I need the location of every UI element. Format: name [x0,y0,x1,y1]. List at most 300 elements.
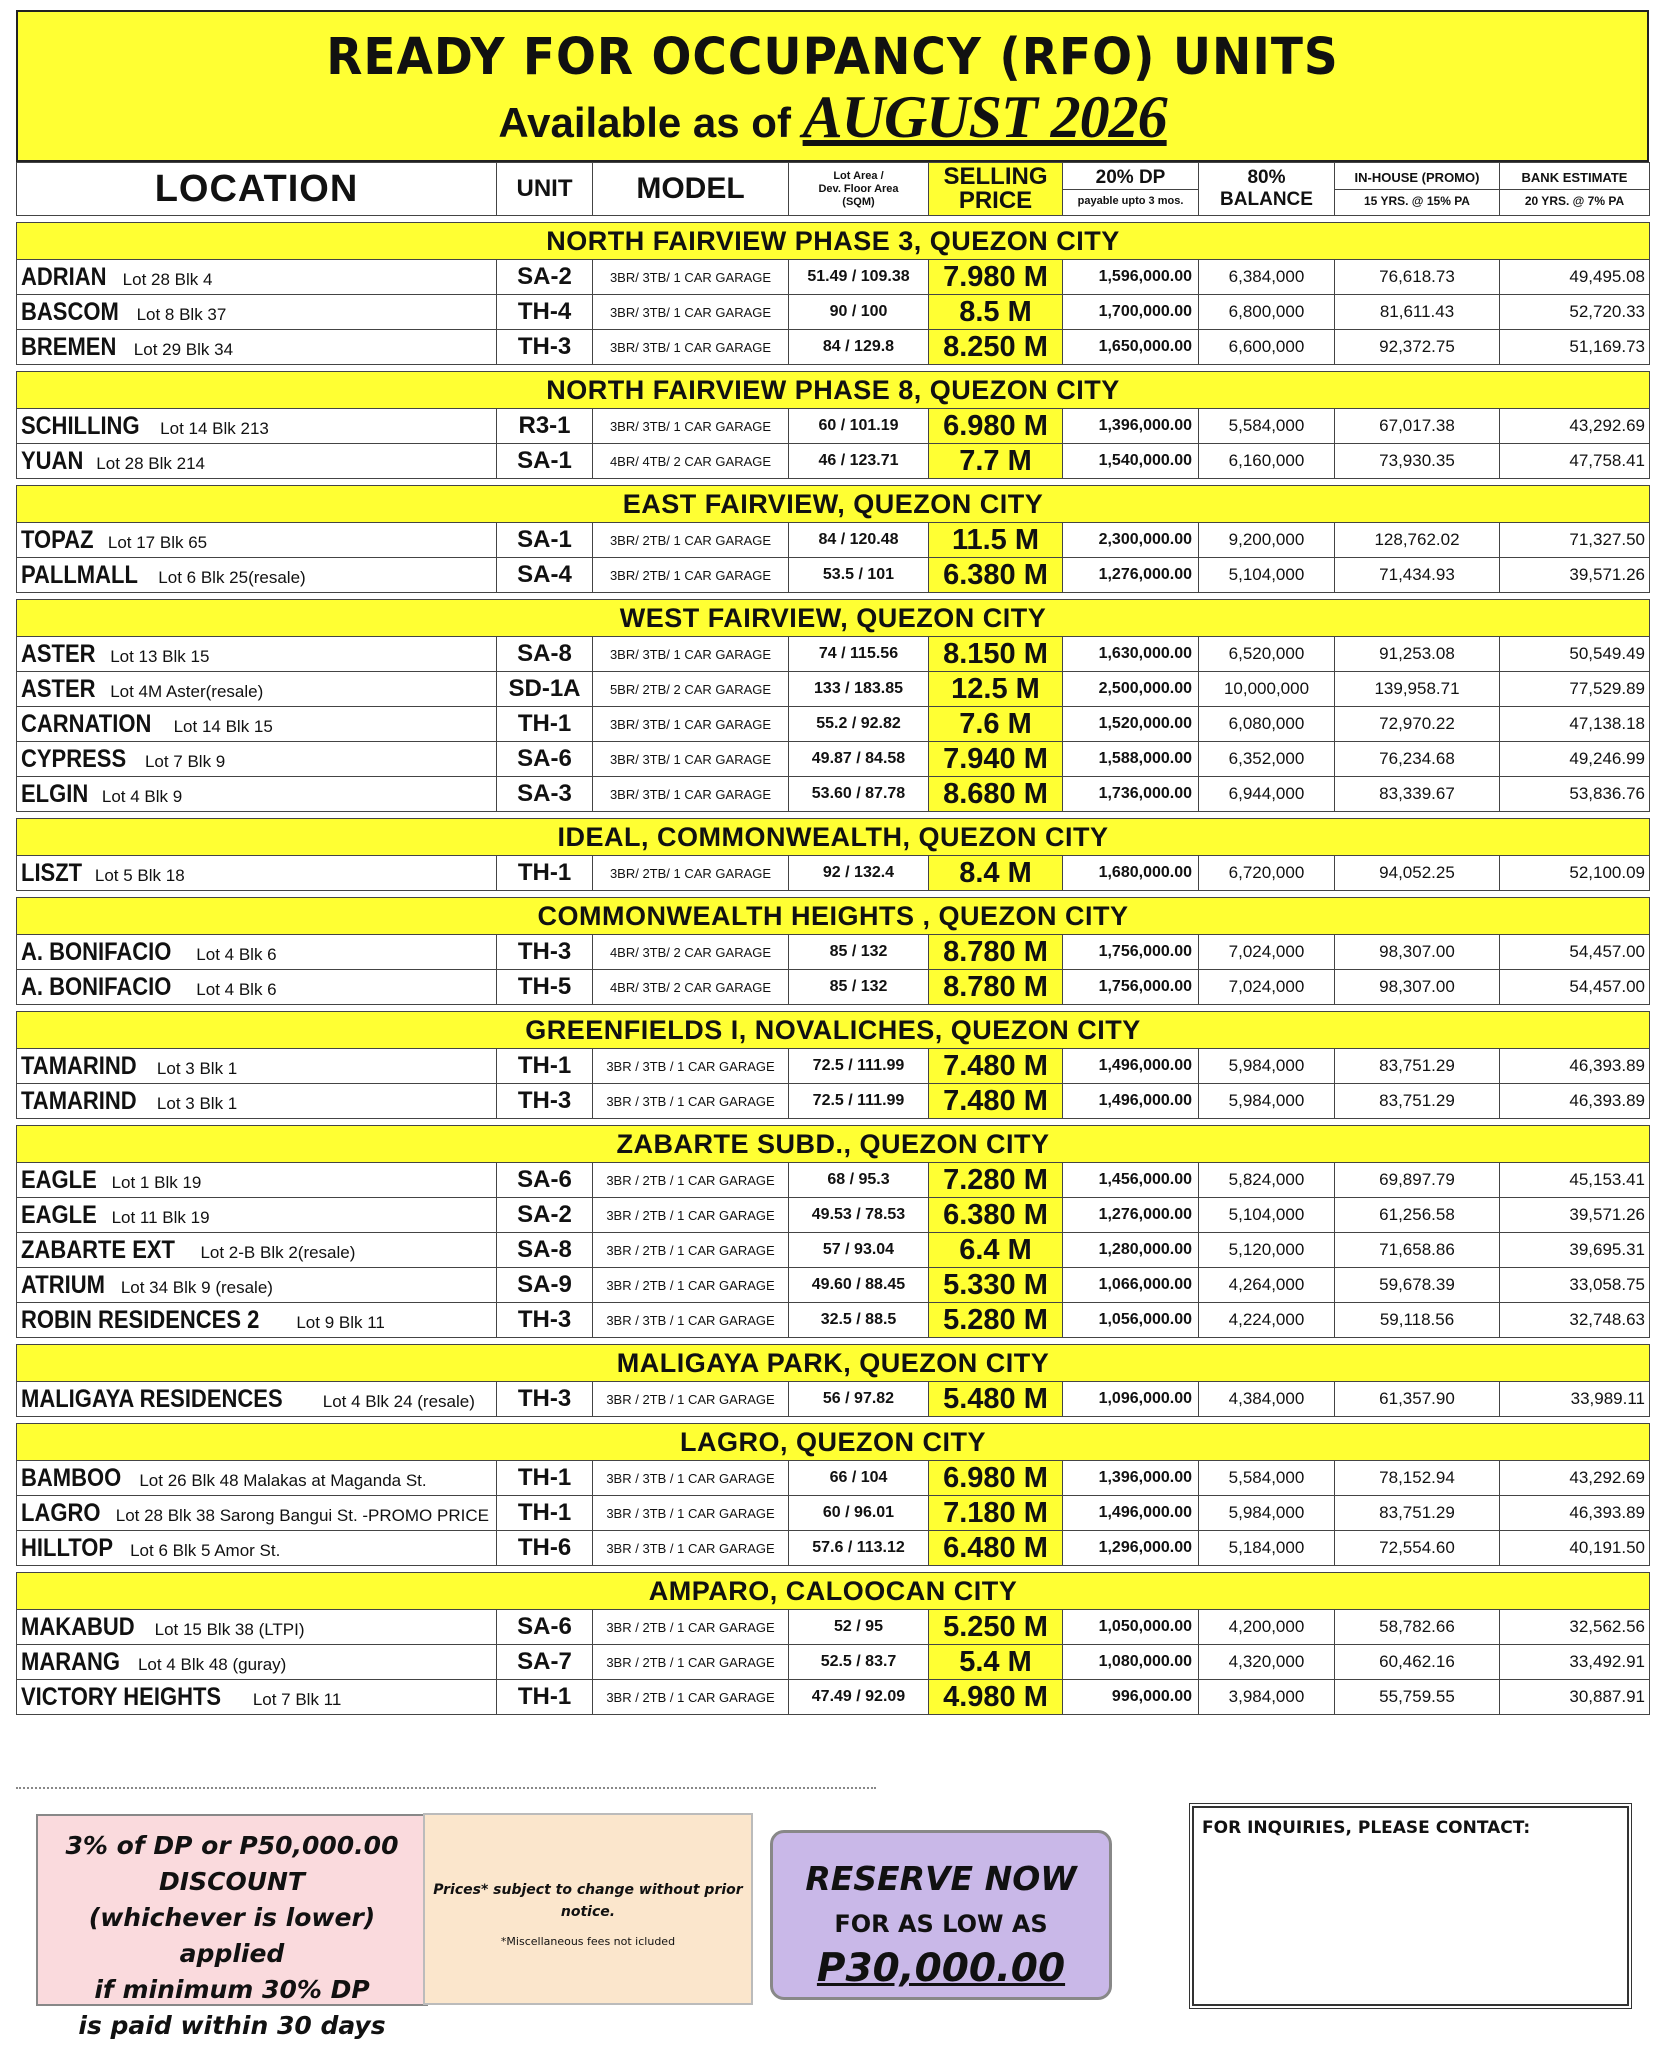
table-row [17,1233,1650,1268]
header-inhouse-line1: IN-HOUSE (PROMO) [1335,167,1499,190]
bank-estimate-cell: 46,393.89 [1500,1496,1650,1531]
downpayment-cell: 1,096,000.00 [1063,1382,1199,1417]
table-row [17,1084,1650,1119]
section-spacer-cell [17,1417,1650,1424]
lot-block: Lot 5 Blk 18 [94,865,185,885]
unit-cell: TH-5 [497,970,593,1005]
lot-area-cell: 72.5 / 111.99 [789,1084,929,1119]
location-cell [17,444,497,479]
balance-cell: 6,160,000 [1199,444,1335,479]
unit-cell: TH-3 [497,935,593,970]
section-spacer-cell [17,891,1650,898]
unit-cell: SA-6 [497,1163,593,1198]
bank-estimate-cell: 71,327.50 [1500,523,1650,558]
header-dp-line1: 20% DP [1063,167,1198,190]
downpayment-cell: 1,630,000.00 [1063,637,1199,672]
model-name: ASTER [21,639,96,668]
selling-price-cell: 6.980 M [929,1461,1063,1496]
lot-block: Lot 17 Blk 65 [107,532,208,552]
model-cell: 3BR/ 2TB/ 1 CAR GARAGE [593,558,789,593]
bank-estimate-cell: 39,695.31 [1500,1233,1650,1268]
balance-cell: 5,824,000 [1199,1163,1335,1198]
model-name: MARANG [21,1647,120,1676]
selling-price-cell: 6.4 M [929,1233,1063,1268]
location-cell [17,1496,497,1531]
reserve-amount: P30,000.00 [816,1946,1066,1991]
table-row [17,260,1650,295]
lot-block: Lot 1 Blk 19 [111,1172,202,1192]
balance-cell: 6,384,000 [1199,260,1335,295]
model-cell: 3BR / 2TB / 1 CAR GARAGE [593,1268,789,1303]
inhouse-cell: 72,970.22 [1335,707,1500,742]
table-row [17,935,1650,970]
section-title: NORTH FAIRVIEW PHASE 8, QUEZON CITY [17,372,1650,409]
model-cell: 3BR/ 3TB/ 1 CAR GARAGE [593,260,789,295]
model-name: ELGIN [21,779,89,808]
balance-cell: 4,264,000 [1199,1268,1335,1303]
inhouse-cell: 73,930.35 [1335,444,1500,479]
downpayment-cell: 996,000.00 [1063,1680,1199,1715]
table-row [17,444,1650,479]
promo-line-3: (whichever is lower) applied [88,1903,376,1968]
unit-cell: SA-2 [497,260,593,295]
downpayment-cell: 1,700,000.00 [1063,295,1199,330]
price-change-note: Prices* subject to change without prior notice. [433,1882,743,1920]
table-row [17,330,1650,365]
bank-estimate-cell: 32,562.56 [1500,1610,1650,1645]
header-lot-area-line1: Lot Area / [833,169,884,182]
model-name: TAMARIND [21,1051,137,1080]
table-row [17,1645,1650,1680]
table-row [17,1303,1650,1338]
lot-block: Lot 7 Blk 9 [144,751,226,771]
bank-estimate-cell: 32,748.63 [1500,1303,1650,1338]
section-header [17,372,1650,409]
selling-price-cell: 8.150 M [929,637,1063,672]
selling-price-cell: 5.480 M [929,1382,1063,1417]
bank-estimate-cell: 47,758.41 [1500,444,1650,479]
balance-cell: 6,944,000 [1199,777,1335,812]
bank-estimate-cell: 53,836.76 [1500,777,1650,812]
section-header [17,1424,1650,1461]
inhouse-cell: 81,611.43 [1335,295,1500,330]
location-cell [17,1531,497,1566]
lot-area-cell: 46 / 123.71 [789,444,929,479]
section-spacer [17,593,1650,600]
model-name: HILLTOP [21,1533,114,1562]
balance-cell: 5,104,000 [1199,558,1335,593]
model-name: CYPRESS [21,744,127,773]
lot-area-cell: 74 / 115.56 [789,637,929,672]
lot-area-cell: 57 / 93.04 [789,1233,929,1268]
section-header [17,1345,1650,1382]
balance-cell: 3,984,000 [1199,1680,1335,1715]
header-inhouse [1335,163,1500,216]
lot-block: Lot 6 Blk 5 Amor St. [130,1540,281,1560]
lot-block: Lot 28 Blk 4 [122,269,213,289]
lot-area-cell: 49.53 / 78.53 [789,1198,929,1233]
inhouse-cell: 55,759.55 [1335,1680,1500,1715]
page-title: READY FOR OCCUPANCY (RFO) UNITS [326,27,1339,87]
model-name: BASCOM [21,297,119,326]
model-cell: 3BR/ 3TB/ 1 CAR GARAGE [593,409,789,444]
selling-price-cell: 8.780 M [929,970,1063,1005]
lot-block: Lot 7 Blk 11 [252,1689,342,1709]
balance-cell: 7,024,000 [1199,935,1335,970]
section-spacer-cell [17,479,1650,486]
inhouse-cell: 60,462.16 [1335,1645,1500,1680]
model-cell: 3BR / 2TB / 1 CAR GARAGE [593,1382,789,1417]
downpayment-cell: 2,500,000.00 [1063,672,1199,707]
unit-cell: SA-3 [497,777,593,812]
balance-cell: 6,720,000 [1199,856,1335,891]
balance-cell: 4,200,000 [1199,1610,1335,1645]
lot-block: Lot 4M Aster(resale) [110,681,264,701]
selling-price-cell: 6.380 M [929,558,1063,593]
balance-cell: 6,520,000 [1199,637,1335,672]
section-spacer [17,1417,1650,1424]
selling-price-cell: 11.5 M [929,523,1063,558]
lot-area-cell: 55.2 / 92.82 [789,707,929,742]
selling-price-cell: 6.380 M [929,1198,1063,1233]
balance-cell: 5,184,000 [1199,1531,1335,1566]
downpayment-cell: 1,520,000.00 [1063,707,1199,742]
lot-area-cell: 84 / 129.8 [789,330,929,365]
location-cell [17,1303,497,1338]
lot-area-cell: 84 / 120.48 [789,523,929,558]
unit-cell: SD-1A [497,672,593,707]
lot-block: Lot 9 Blk 11 [296,1312,385,1332]
unit-cell: SA-8 [497,637,593,672]
model-cell: 3BR / 3TB / 1 CAR GARAGE [593,1303,789,1338]
downpayment-cell: 1,456,000.00 [1063,1163,1199,1198]
model-name: MAKABUD [21,1612,135,1641]
inhouse-cell: 139,958.71 [1335,672,1500,707]
lot-block: Lot 2-B Blk 2(resale) [200,1242,356,1262]
lot-block: Lot 28 Blk 214 [96,453,205,473]
model-name: YUAN [21,446,84,475]
unit-cell: SA-7 [497,1645,593,1680]
location-cell [17,1680,497,1715]
lot-area-cell: 68 / 95.3 [789,1163,929,1198]
unit-cell: TH-3 [497,1084,593,1119]
downpayment-cell: 1,736,000.00 [1063,777,1199,812]
section-title: COMMONWEALTH HEIGHTS , QUEZON CITY [17,898,1650,935]
model-name: ADRIAN [21,262,107,291]
selling-price-cell: 4.980 M [929,1680,1063,1715]
lot-block: Lot 26 Blk 48 Malakas at Maganda St. [139,1470,427,1490]
table-row [17,637,1650,672]
downpayment-cell: 1,680,000.00 [1063,856,1199,891]
selling-price-cell: 7.480 M [929,1049,1063,1084]
model-name: LISZT [21,858,83,887]
section-title: WEST FAIRVIEW, QUEZON CITY [17,600,1650,637]
balance-cell: 7,024,000 [1199,970,1335,1005]
bank-estimate-cell: 45,153.41 [1500,1163,1650,1198]
selling-price-cell: 8.5 M [929,295,1063,330]
table-row [17,707,1650,742]
lot-block: Lot 11 Blk 19 [111,1207,210,1227]
header-location: LOCATION [17,163,497,216]
table-row [17,1496,1650,1531]
unit-cell: SA-8 [497,1233,593,1268]
balance-cell: 6,080,000 [1199,707,1335,742]
model-name: MALIGAYA RESIDENCES [21,1384,283,1413]
bank-estimate-cell: 43,292.69 [1500,409,1650,444]
header-bal-line2: BALANCE [1220,189,1313,210]
selling-price-cell: 7.280 M [929,1163,1063,1198]
lot-block: Lot 8 Blk 37 [136,304,227,324]
section-header [17,223,1650,260]
model-name: EAGLE [21,1200,97,1229]
lot-area-cell: 47.49 / 92.09 [789,1680,929,1715]
balance-cell: 5,984,000 [1199,1084,1335,1119]
table-row [17,1610,1650,1645]
inhouse-cell: 91,253.08 [1335,637,1500,672]
lot-block: Lot 6 Blk 25(resale) [158,567,306,587]
balance-cell: 9,200,000 [1199,523,1335,558]
table-row [17,1382,1650,1417]
discount-promo-box [36,1814,428,2040]
location-cell [17,1049,497,1084]
location-cell [17,1233,497,1268]
lot-area-cell: 85 / 132 [789,970,929,1005]
lot-area-cell: 60 / 101.19 [789,409,929,444]
balance-cell: 5,120,000 [1199,1233,1335,1268]
downpayment-cell: 1,496,000.00 [1063,1084,1199,1119]
inhouse-cell: 76,234.68 [1335,742,1500,777]
table-row [17,1680,1650,1715]
selling-price-cell: 7.980 M [929,260,1063,295]
location-cell [17,1198,497,1233]
availability-prefix: Available as of [498,99,791,146]
table-row [17,1461,1650,1496]
downpayment-cell: 1,588,000.00 [1063,742,1199,777]
location-cell [17,409,497,444]
inhouse-cell: 69,897.79 [1335,1163,1500,1198]
location-cell [17,935,497,970]
inhouse-cell: 71,658.86 [1335,1233,1500,1268]
model-cell: 3BR / 2TB / 1 CAR GARAGE [593,1163,789,1198]
model-name: SCHILLING [21,411,140,440]
availability-line [18,82,1647,158]
header-inhouse-line2: 15 YRS. @ 15% PA [1364,193,1470,208]
bank-estimate-cell: 33,989.11 [1500,1382,1650,1417]
table-row [17,1268,1650,1303]
contact-box [1192,1806,1629,2006]
bank-estimate-cell: 77,529.89 [1500,672,1650,707]
downpayment-cell: 1,596,000.00 [1063,260,1199,295]
model-name: A. BONIFACIO [21,937,172,966]
location-cell [17,1268,497,1303]
unit-cell: TH-6 [497,1531,593,1566]
model-cell: 4BR/ 3TB/ 2 CAR GARAGE [593,935,789,970]
location-cell [17,1163,497,1198]
downpayment-cell: 1,496,000.00 [1063,1049,1199,1084]
lot-area-cell: 72.5 / 111.99 [789,1049,929,1084]
unit-cell: SA-1 [497,444,593,479]
unit-cell: TH-1 [497,707,593,742]
section-header [17,1126,1650,1163]
location-cell [17,707,497,742]
section-spacer-cell [17,216,1650,223]
section-title: EAST FAIRVIEW, QUEZON CITY [17,486,1650,523]
section-spacer [17,479,1650,486]
selling-price-cell: 6.980 M [929,409,1063,444]
model-cell: 3BR/ 3TB/ 1 CAR GARAGE [593,295,789,330]
section-title: LAGRO, QUEZON CITY [17,1424,1650,1461]
selling-price-cell: 12.5 M [929,672,1063,707]
section-spacer-cell [17,1005,1650,1012]
selling-price-cell: 7.940 M [929,742,1063,777]
downpayment-cell: 1,276,000.00 [1063,558,1199,593]
unit-cell: TH-3 [497,330,593,365]
bank-estimate-cell: 40,191.50 [1500,1531,1650,1566]
model-name: ASTER [21,674,96,703]
selling-price-cell: 5.280 M [929,1303,1063,1338]
model-cell: 3BR / 3TB / 1 CAR GARAGE [593,1049,789,1084]
selling-price-cell: 7.7 M [929,444,1063,479]
inhouse-cell: 61,256.58 [1335,1198,1500,1233]
header-lot-area-line2: Dev. Floor Area [818,182,899,195]
inhouse-cell: 67,017.38 [1335,409,1500,444]
bank-estimate-cell: 46,393.89 [1500,1049,1650,1084]
model-cell: 3BR / 3TB / 1 CAR GARAGE [593,1461,789,1496]
unit-cell: SA-2 [497,1198,593,1233]
downpayment-cell: 1,496,000.00 [1063,1496,1199,1531]
inhouse-cell: 98,307.00 [1335,935,1500,970]
misc-fees-note: *Miscellaneous fees not icluded [500,1935,676,1948]
inhouse-cell: 72,554.60 [1335,1531,1500,1566]
section-title: NORTH FAIRVIEW PHASE 3, QUEZON CITY [17,223,1650,260]
lot-block: Lot 29 Blk 34 [133,339,234,359]
table-row [17,1163,1650,1198]
table-row [17,742,1650,777]
model-cell: 3BR/ 3TB/ 1 CAR GARAGE [593,742,789,777]
model-name: BREMEN [21,332,117,361]
balance-cell: 4,320,000 [1199,1645,1335,1680]
section-spacer-cell [17,1119,1650,1126]
lot-block: Lot 4 Blk 48 (guray) [137,1654,287,1674]
balance-cell: 4,384,000 [1199,1382,1335,1417]
section-header [17,1573,1650,1610]
lot-area-cell: 49.60 / 88.45 [789,1268,929,1303]
bank-estimate-cell: 39,571.26 [1500,1198,1650,1233]
selling-price-cell: 5.4 M [929,1645,1063,1680]
unit-cell: SA-9 [497,1268,593,1303]
model-cell: 3BR / 2TB / 1 CAR GARAGE [593,1198,789,1233]
model-cell: 4BR/ 4TB/ 2 CAR GARAGE [593,444,789,479]
unit-cell: SA-6 [497,1610,593,1645]
inhouse-cell: 58,782.66 [1335,1610,1500,1645]
selling-price-cell: 5.330 M [929,1268,1063,1303]
lot-area-cell: 66 / 104 [789,1461,929,1496]
section-spacer-cell [17,365,1650,372]
header-lot-area-line3: (SQM) [842,195,875,208]
selling-price-cell: 8.780 M [929,935,1063,970]
section-title: GREENFIELDS I, NOVALICHES, QUEZON CITY [17,1012,1650,1049]
balance-cell: 6,600,000 [1199,330,1335,365]
inhouse-cell: 83,751.29 [1335,1084,1500,1119]
price-sheet [16,10,1649,1715]
inhouse-cell: 83,751.29 [1335,1496,1500,1531]
header-row [17,163,1650,216]
downpayment-cell: 1,276,000.00 [1063,1198,1199,1233]
lot-area-cell: 85 / 132 [789,935,929,970]
location-cell [17,777,497,812]
inhouse-cell: 83,339.67 [1335,777,1500,812]
section-spacer [17,1566,1650,1573]
model-cell: 3BR/ 2TB/ 1 CAR GARAGE [593,856,789,891]
lot-area-cell: 53.5 / 101 [789,558,929,593]
unit-cell: TH-1 [497,856,593,891]
table-row [17,558,1650,593]
inhouse-cell: 94,052.25 [1335,856,1500,891]
downpayment-cell: 1,396,000.00 [1063,409,1199,444]
downpayment-cell: 1,650,000.00 [1063,330,1199,365]
model-cell: 3BR / 3TB / 1 CAR GARAGE [593,1531,789,1566]
table-row [17,970,1650,1005]
table-row [17,777,1650,812]
downpayment-cell: 2,300,000.00 [1063,523,1199,558]
inhouse-cell: 61,357.90 [1335,1382,1500,1417]
bank-estimate-cell: 51,169.73 [1500,330,1650,365]
section-header [17,819,1650,856]
bank-estimate-cell: 54,457.00 [1500,935,1650,970]
header-bank-estimate [1500,163,1650,216]
lot-area-cell: 60 / 96.01 [789,1496,929,1531]
location-cell [17,1382,497,1417]
location-cell [17,637,497,672]
selling-price-cell: 8.250 M [929,330,1063,365]
unit-cell: TH-1 [497,1049,593,1084]
lot-area-cell: 53.60 / 87.78 [789,777,929,812]
bank-estimate-cell: 39,571.26 [1500,558,1650,593]
lot-area-cell: 32.5 / 88.5 [789,1303,929,1338]
balance-cell: 5,104,000 [1199,1198,1335,1233]
model-cell: 3BR / 3TB / 1 CAR GARAGE [593,1496,789,1531]
section-title: IDEAL, COMMONWEALTH, QUEZON CITY [17,819,1650,856]
model-cell: 3BR / 2TB / 1 CAR GARAGE [593,1610,789,1645]
promo-line-2: DISCOUNT [159,1867,305,1896]
lot-block: Lot 14 Blk 15 [173,716,273,736]
section-spacer [17,812,1650,819]
bank-estimate-cell: 52,720.33 [1500,295,1650,330]
header-bal-line1: 80% [1247,167,1286,188]
table-row [17,1049,1650,1084]
section-title: MALIGAYA PARK, QUEZON CITY [17,1345,1650,1382]
bank-estimate-cell: 49,246.99 [1500,742,1650,777]
unit-cell: TH-3 [497,1382,593,1417]
model-cell: 3BR / 2TB / 1 CAR GARAGE [593,1233,789,1268]
header-model: MODEL [593,163,789,216]
contact-label: FOR INQUIRIES, PLEASE CONTACT: [1202,1818,1531,1838]
section-spacer [17,1119,1650,1126]
lot-area-cell: 49.87 / 84.58 [789,742,929,777]
model-name: ATRIUM [21,1270,105,1299]
reserve-now-button[interactable] [770,1830,1112,2000]
location-cell [17,1461,497,1496]
balance-cell: 4,224,000 [1199,1303,1335,1338]
model-cell: 3BR / 2TB / 1 CAR GARAGE [593,1680,789,1715]
header-selling-price [929,163,1063,216]
table-row [17,1531,1650,1566]
header-price-line2: PRICE [958,187,1033,214]
inhouse-cell: 59,678.39 [1335,1268,1500,1303]
unit-cell: SA-1 [497,523,593,558]
lot-block: Lot 4 Blk 6 [196,944,277,964]
section-spacer-cell [17,593,1650,600]
